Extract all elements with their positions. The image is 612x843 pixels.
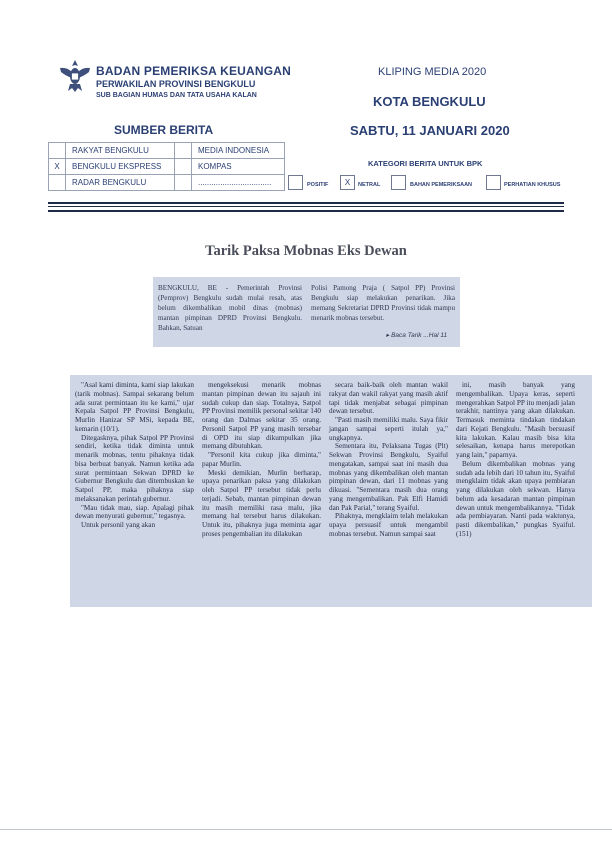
article-column [329, 381, 448, 539]
lede-column: Polisi Pamong Praja ( Satpol PP) Provinsi Bengkulu siap melakukan penarikan. Jika memang Sekretariat DPRD Provinsi tidak mampu menarik mobnas tersebut. [311, 284, 455, 322]
continue-text: Baca Tarik ...Hal 11 [391, 332, 448, 339]
paragraph: mengeksekusi menarik mobnas mantan pimpinan dewan itu sajauh ini sudah cukup dan siap. Totalnya, Satpol PP Provinsi memilik personal sekitar 140 orang dan Dalmas sekitar 35 orang. Personil Satpol PP yang masih tersebar di OPD itu siap dikumpulkan jika memang dibutuhkan. [202, 381, 321, 451]
paragraph: Belum dikembalikan mobnas yang sudah ada lebih dari 10 tahun itu, Syaiful mengklaim tidak akan upaya pembiaran yang dilakukan oleh sekwan. Hanya belum ada kesadaran mantan pimpinan dewan untuk mengembalikannya. "Tidak ada pembiayaran. Nanti pada waktunya, pasti dikembalikan," pungkas Syaiful. (151) [456, 459, 575, 538]
paragraph: Untuk personil yang akan [81, 521, 156, 529]
source-name: KOMPAS [192, 159, 285, 175]
article-headline: Tarik Paksa Mobnas Eks Dewan [205, 243, 407, 259]
header-divider [48, 202, 564, 204]
kategori-label: PERHATIAN KHUSUS [504, 182, 561, 188]
paragraph: Ditegasknya, pihak Satpol PP Provinsi sendiri, ketika tidak diminta untuk menarik mobnas, tentu pihaknya tidak bisa berbuat banyak. Namun ketika ada surat permintaan Sekwan DPRD ke Gubernur Bengkulu dan ditembuskan ke Satpol PP, maka pihaknya siap melaksanakan perintah gubernur. [75, 433, 194, 503]
paragraph: Sementara itu, Pelaksana Tugas (Plt) Sekwan Provinsi Bengkulu, Syaiful mengatakan, sampai saat ini masih dua mobnas yang dikembalikan oleh mantan pimpinan dewan, dari 11 mobnas yang dikuasi. "Sementara masih dua orang yang mengembalikan. Pak Elfi Hamidi dan Pak Parial," terang Syaiful. [329, 442, 448, 512]
paragraph: "Mau tidak mau, siap. Apalagi pihak dewan menyurati gubernur," tegasnya. [75, 503, 194, 521]
source-check[interactable] [49, 143, 66, 159]
paragraph: Meski demikian, Murlin berharap, upaya penarikan paksa yang dilakukan oleh Satpol PP tersebut tidak perlu terjadi. Sebab, mantan pimpinan dewan itu masih memiliki rasa malu, jika memang hal tersebut harus dilakukan. Untuk itu, pihaknya juga meminta agar proses pengembalian itu dilakukan [202, 468, 321, 538]
source-name: BENGKULU EKSPRESS [66, 159, 175, 175]
sumber-berita-table [48, 142, 285, 191]
article-column [202, 381, 321, 539]
source-row [49, 143, 285, 159]
garuda-logo-icon [58, 58, 92, 94]
kliping-label: KLIPING MEDIA 2020 [378, 66, 487, 78]
kategori-checkbox[interactable] [486, 175, 501, 190]
source-name: MEDIA INDONESIA [192, 143, 285, 159]
source-check[interactable] [175, 159, 192, 175]
paragraph: "Asal kami diminta, kami siap lakukan (tarik mobnas). Sampai sekarang belum ada surat permintaan itu ke kami," ujar Kepala Satpol PP Provinsi Bengkulu, Murlin Hanizar SP MSi, kepada BE, kemarin (10/1). [75, 381, 194, 433]
city-label: KOTA BENGKULU [373, 94, 486, 109]
header-divider [48, 206, 564, 207]
kategori-checkbox[interactable] [391, 175, 406, 190]
source-check[interactable]: X [49, 159, 66, 175]
kategori-label: BAHAN PEMERIKSAAN [410, 182, 473, 188]
source-check[interactable] [175, 143, 192, 159]
kategori-checkbox[interactable]: X [340, 175, 355, 190]
source-name: ................................. [192, 175, 285, 191]
paragraph: Pihaknya, mengklaim telah melakukan upaya persuasif untuk mengambil mobnas tersebut. Namun sampai saat [329, 512, 448, 538]
source-row [49, 175, 285, 191]
lede-column: BENGKULU, BE - Pemerintah Provinsi (Pemprov) Bengkulu sudah mulai resah, atas belum dikembalikan mobil dinas (mobnas) mantan pimpinan DPRD Provinsi Bengkulu. Bahkan, Satuan [158, 284, 302, 332]
kategori-label: NETRAL [358, 182, 381, 188]
source-name: RADAR BENGKULU [66, 175, 175, 191]
header-divider [48, 210, 564, 212]
date-label: SABTU, 11 JANUARI 2020 [350, 123, 510, 138]
source-check[interactable] [175, 175, 192, 191]
source-name: RAKYAT BENGKULU [66, 143, 175, 159]
org-name: BADAN PEMERIKSA KEUANGAN [96, 64, 292, 78]
kategori-checkbox[interactable] [288, 175, 303, 190]
kategori-label: POSITIF [307, 182, 329, 188]
article-column [456, 381, 575, 539]
paragraph: secara baik-baik oleh mantan wakil rakyat dan wakil rakyat yang masih aktif tapi tidak menjabat sebagai pimpinan dewan tersebut. [329, 381, 448, 416]
paragraph: "Pasti masih memiliki malu. Saya fikir jangan sampai seperti itulah ya," ungkapnya. [329, 416, 448, 442]
article-column [75, 381, 194, 530]
source-check[interactable] [49, 175, 66, 191]
paragraph: "Personil kita cukup jika diminta," papar Murlin. [202, 451, 321, 468]
paragraph: ini, masih banyak yang mengembalikan. Upaya keras, seperti mengerahkan Satpol PP itu menjadi jalan terakhir, nantinya yang akan dilakukan. Termasuk meminta tindakan tindakan dari Kejati Bengkulu. "Masih bersuasif kita lakukan. Kalau masih bisa kita selesaikan, kenapa harus merepotkan yang lain," paparnya. [456, 381, 575, 459]
kategori-title: KATEGORI BERITA UNTUK BPK [368, 159, 483, 168]
sumber-berita-title: SUMBER BERITA [114, 123, 214, 137]
bottom-divider [0, 829, 612, 830]
org-branch: PERWAKILAN PROVINSI BENGKULU [96, 79, 256, 89]
org-unit: SUB BAGIAN HUMAS DAN TATA USAHA KALAN [96, 92, 257, 99]
continue-label: ▸ Baca Tarik ...Hal 11 [386, 332, 448, 339]
source-row [49, 159, 285, 175]
